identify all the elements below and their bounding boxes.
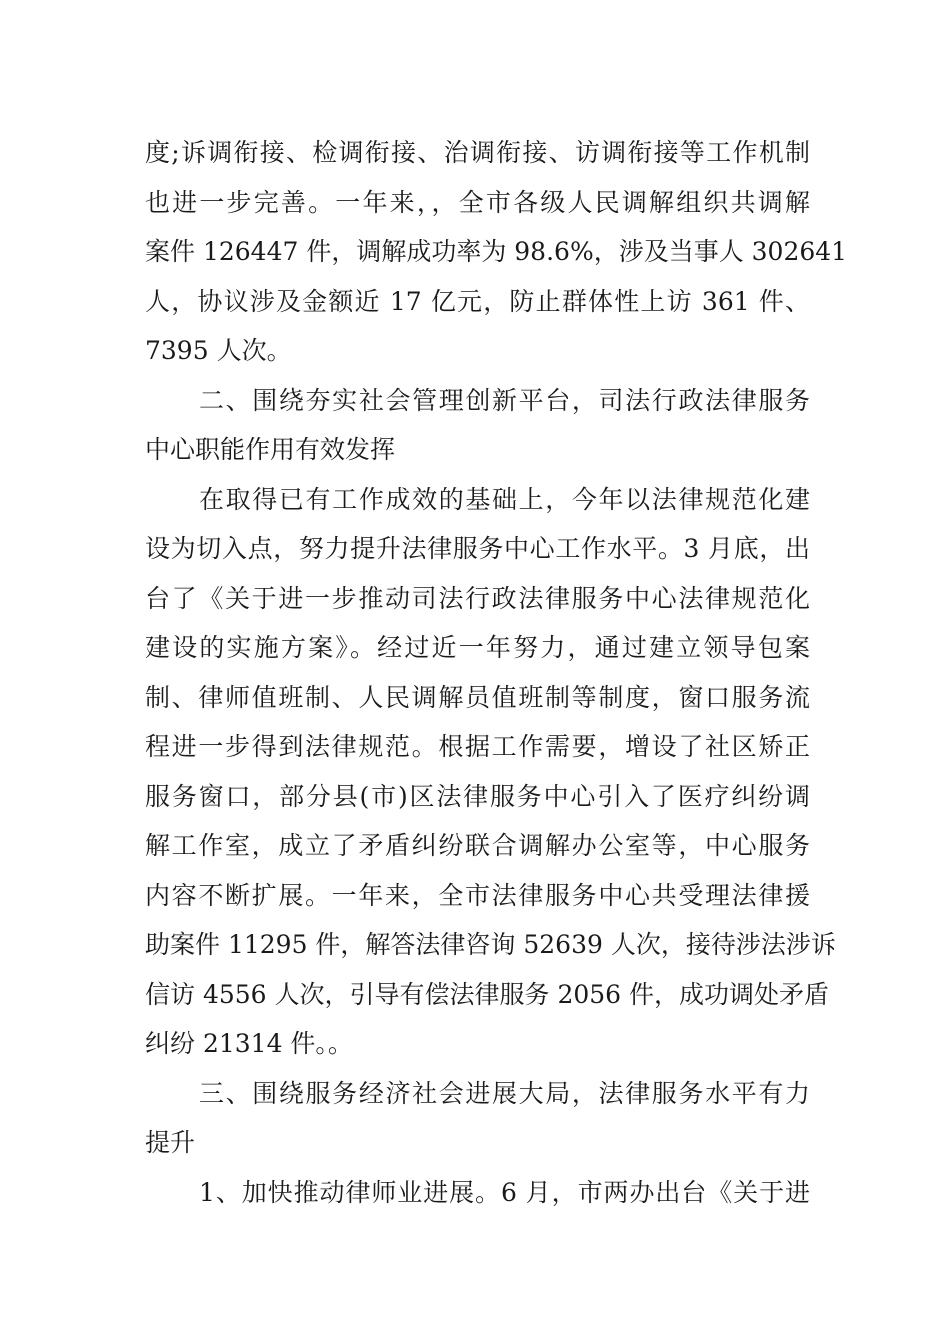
text-line: 解工作室，成立了矛盾纠纷联合调解办公室等，中心服务 (145, 831, 810, 860)
text-line: 服务窗口，部分县(市)区法律服务中心引入了医疗纠纷调 (145, 781, 810, 811)
text-line: 在取得已有工作成效的基础上，今年以法律规范化建 (199, 484, 810, 514)
text-line: 设为切入点，努力提升法律服务中心工作水平。3 月底，出 (145, 534, 810, 563)
text-line: 案件 126447 件，调解成功率为 98.6%，涉及当事人 302641 (145, 237, 848, 266)
text-line: 程进一步得到法律规范。根据工作需要，增设了社区矫正 (145, 732, 810, 761)
text-line: 度;诉调衔接、检调衔接、治调衔接、访调衔接等工作机制 (145, 138, 810, 167)
text-line: 助案件 11295 件，解答法律咨询 52639 人次，接待涉法涉诉 (145, 930, 836, 959)
body-text (145, 128, 848, 1217)
text-line: 提升 (145, 1128, 196, 1157)
text-line: 纠纷 21314 件。。 (145, 1029, 353, 1058)
text-line: 台了《关于进一步推动司法行政法律服务中心法律规范化 (145, 583, 810, 613)
text-line: 也进一步完善。一年来，，全市各级人民调解组织共调解 (145, 187, 810, 217)
text-line: 信访 4556 人次，引导有偿法律服务 2056 件，成功调处矛盾 (145, 979, 830, 1009)
text-line: 建设的实施方案》。经过近一年努力，通过建立领导包案 (145, 633, 810, 662)
text-line: 7395 人次。 (145, 336, 292, 365)
text-line: 人，协议涉及金额近 17 亿元，防止群体性上访 361 件、 (145, 286, 810, 316)
text-line: 三、围绕服务经济社会进展大局，法律服务水平有力 (199, 1078, 810, 1108)
text-line: 制、律师值班制、人民调解员值班制等制度，窗口服务流 (145, 682, 810, 712)
text-line: 1、加快推动律师业进展。6 月，市两办出台《关于进 (199, 1177, 810, 1207)
text-line: 二、围绕夯实社会管理创新平台，司法行政法律服务 (199, 385, 810, 415)
text-line: 中心职能作用有效发挥 (145, 435, 396, 464)
text-line: 内容不断扩展。一年来，全市法律服务中心共受理法律援 (145, 880, 810, 910)
